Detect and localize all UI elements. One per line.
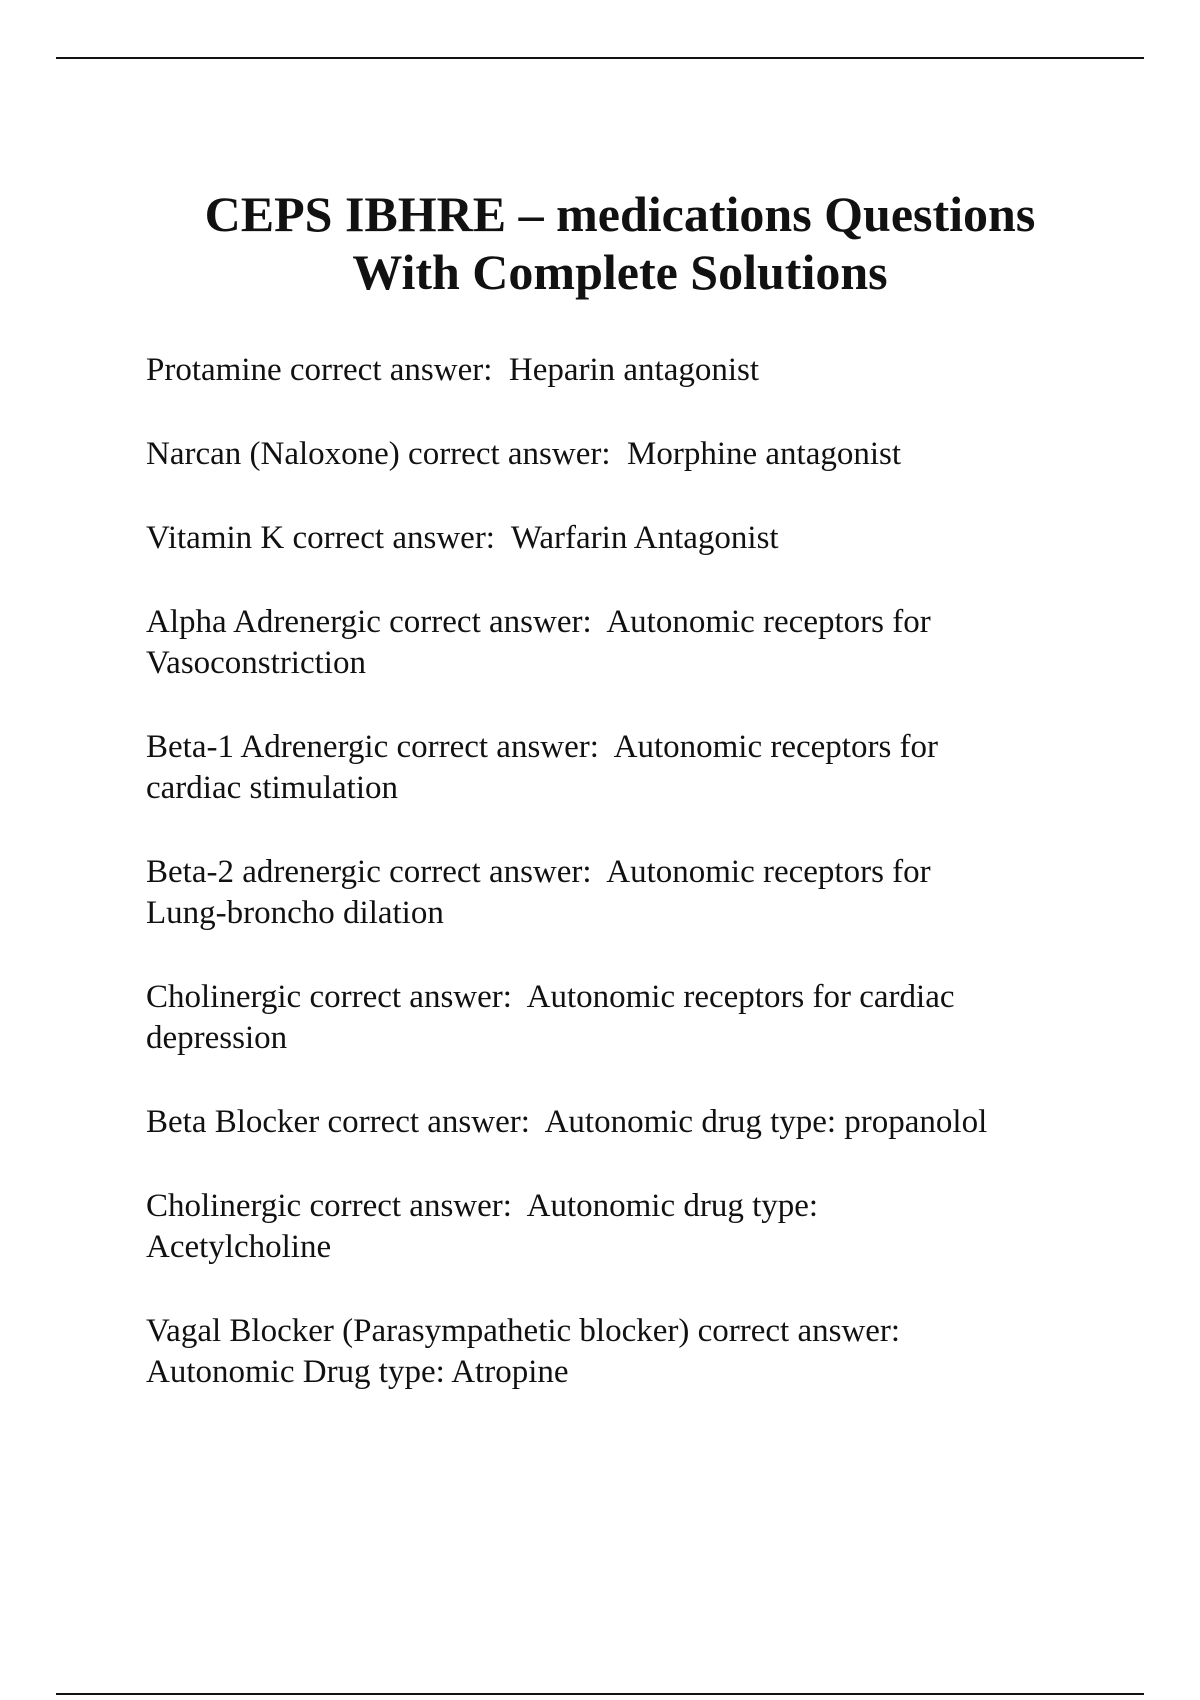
qa-item-cholinergic-drug bbox=[146, 1186, 1146, 1268]
bottom-horizontal-rule bbox=[56, 1693, 1144, 1695]
qa-term: Beta Blocker bbox=[146, 1104, 320, 1140]
qa-answer: Autonomic drug type: propanolol bbox=[544, 1104, 988, 1140]
qa-answer: Morphine antagonist bbox=[627, 436, 902, 472]
qa-answer: Warfarin Antagonist bbox=[510, 520, 779, 556]
qa-term: Narcan (Naloxone) bbox=[146, 436, 400, 472]
answer-marker: correct answer: bbox=[289, 352, 493, 388]
qa-answer-line-1: Autonomic drug type: bbox=[526, 1188, 819, 1224]
answer-marker: correct answer: bbox=[309, 1188, 512, 1224]
qa-answer-line-2: Vasoconstriction bbox=[146, 645, 366, 681]
qa-term: Vitamin K bbox=[146, 520, 285, 556]
answer-marker: correct answer: bbox=[389, 854, 592, 890]
qa-item-vagal-blocker bbox=[146, 1311, 1146, 1393]
qa-item-alpha-adrenergic bbox=[146, 602, 1146, 684]
answer-marker: correct answer: bbox=[292, 520, 495, 556]
qa-term: Protamine bbox=[146, 352, 282, 388]
answer-marker: correct answer: bbox=[396, 729, 599, 765]
qa-item-narcan bbox=[146, 434, 1146, 475]
qa-answer-line-2: depression bbox=[146, 1020, 288, 1056]
qa-item-cholinergic-receptors bbox=[146, 977, 1146, 1059]
qa-term: Vagal Blocker (Parasympathetic blocker) bbox=[146, 1313, 690, 1349]
title-line-2: With Complete Solutions bbox=[352, 244, 888, 300]
qa-term: Alpha Adrenergic bbox=[146, 604, 381, 640]
qa-answer-line-1: Autonomic receptors for bbox=[606, 854, 931, 890]
qa-term: Cholinergic bbox=[146, 1188, 302, 1224]
answer-marker: correct answer: bbox=[697, 1313, 901, 1349]
qa-list bbox=[146, 350, 1146, 1436]
qa-term: Beta-2 adrenergic bbox=[146, 854, 381, 890]
qa-item-beta-2-adrenergic bbox=[146, 852, 1146, 934]
qa-answer-line-2: Lung-broncho dilation bbox=[146, 895, 444, 931]
top-horizontal-rule bbox=[56, 57, 1144, 59]
qa-item-beta-blocker bbox=[146, 1102, 1146, 1143]
qa-answer-line-2: cardiac stimulation bbox=[146, 770, 398, 806]
title-line-1: CEPS IBHRE – medications Questions bbox=[204, 186, 1036, 242]
qa-term: Cholinergic bbox=[146, 979, 302, 1015]
qa-item-protamine bbox=[146, 350, 1146, 391]
document-title bbox=[80, 185, 1160, 301]
qa-answer-line-1: Autonomic receptors for bbox=[606, 604, 931, 640]
answer-marker: correct answer: bbox=[327, 1104, 530, 1140]
qa-answer-line-1: Autonomic receptors for cardiac bbox=[526, 979, 955, 1015]
answer-marker: correct answer: bbox=[309, 979, 512, 1015]
qa-answer: Autonomic Drug type: Atropine bbox=[146, 1354, 569, 1390]
qa-item-beta-1-adrenergic bbox=[146, 727, 1146, 809]
qa-answer-line-1: Autonomic receptors for bbox=[613, 729, 939, 765]
qa-item-vitamin-k bbox=[146, 518, 1146, 559]
answer-marker: correct answer: bbox=[408, 436, 611, 472]
qa-answer-line-2: Acetylcholine bbox=[146, 1229, 332, 1265]
qa-answer: Heparin antagonist bbox=[508, 352, 760, 388]
qa-term: Beta-1 Adrenergic bbox=[146, 729, 389, 765]
answer-marker: correct answer: bbox=[389, 604, 592, 640]
